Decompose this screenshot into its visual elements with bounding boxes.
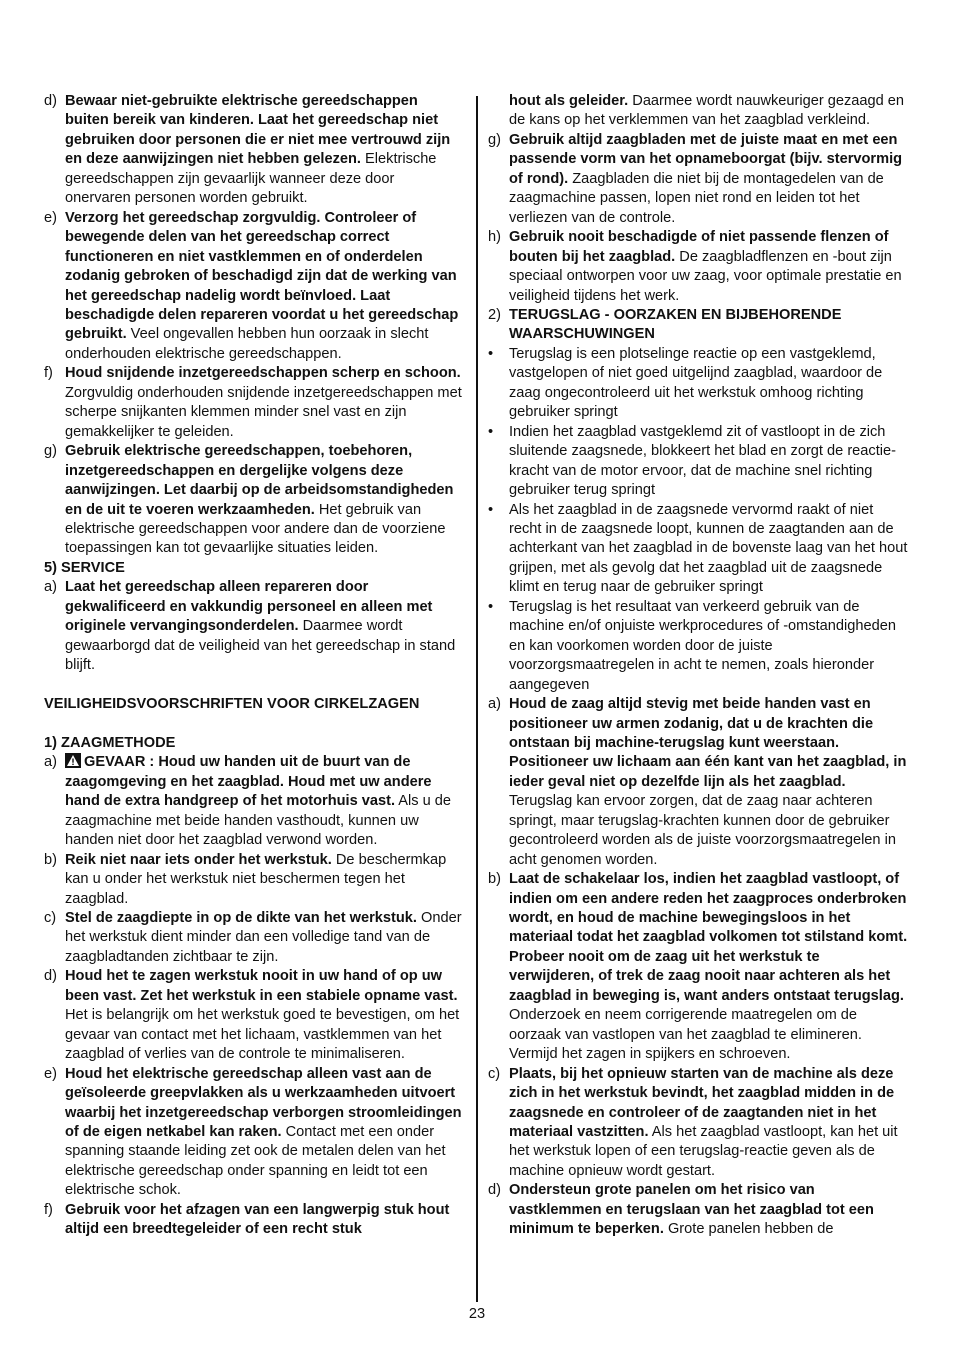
item-bold-text: Gebruik nooit beschadigde of niet passende flenzen of bouten bij het zaagblad. [509,229,889,265]
item-body-text: De zaagbladflenzen en -bout zijn speciaal ontworpen voor uw zaag, voor optimale prestatie en veiligheid tijdens het werk. [509,248,902,304]
list-item [488,501,908,598]
item-body-text: Het gebruik van elektrische gereedschappen voor andere dan de voorziene toepassingen kan tot gevaarlijke situaties leiden. [65,501,446,557]
list-item [44,92,464,209]
item-text [65,1065,464,1201]
item-body-text: Zaagbladen die niet bij de montagedelen van de zaagmachine passen, lopen niet rond en leiden tot het verliezen van de controle. [509,170,884,226]
section-heading: 5) SERVICE [44,559,125,576]
item-text [509,306,908,345]
spacer [44,714,464,733]
item-label: e) [44,1065,57,1082]
item-text [65,364,464,442]
item-label: h) [488,229,501,246]
item-text [509,228,908,306]
paragraph-continuation [488,92,908,131]
item-label: d) [44,93,57,109]
item-label: a) [44,579,57,596]
section-heading: 1) ZAAGMETHODE [44,734,176,751]
list-item [44,364,464,442]
item-body-text: Terugslag is een plotselinge reactie op een vastgeklemd, vastgelopen of niet goed uitgelijnd zaagblad, waardoor de zaag ongecontroleerd uit het werkstuk omhoog richting gebruiker springt [509,345,883,421]
item-text [65,578,464,675]
item-body-text: Als u de zaagmachine met beide handen vasthoudt, kunnen uw handen niet door het zaagblad verwond worden. [65,793,452,849]
list-item [488,131,908,228]
list-item [488,598,908,695]
item-label: • [488,423,494,440]
item-label: a) [488,696,501,713]
item-body-text: Indien het zaagblad vastgeklemd zit of vastloopt in de zich sluitende zaagsnede, blokkeert het blad en zorgt de reactie-kracht van de motor ervoor, dat de machine snel richting gebruiker terug springt [509,423,896,499]
item-text [65,209,464,365]
item-label: f) [44,365,53,382]
item-label: d) [488,1182,501,1199]
item-bold-text: Laat de schakelaar los, indien het zaagblad vastloopt, of indien om een andere reden het zaagproces onderbroken wordt, en houd de machine bewegingsloos in het materiaal todat het zaagblad volkomen tot stilstand komt. Probeer nooit om de zaag uit het werkstuk te verwijderen, of trek de zaag nooit naar achteren als het zaagblad in beweging is, want anders ontstaat terugslag. [509,871,908,1004]
item-label: g) [488,131,501,148]
item-bold-text: Houd het te zagen werkstuk nooit in uw hand of op uw been vast. Zet het werkstuk in een stabiele opname vast. [65,968,458,1004]
list-item [44,442,464,559]
item-body-text: De beschermkap kan u onder het werkstuk niet beschermen tegen het zaagblad. [65,851,447,907]
list-item [44,1065,464,1201]
item-body-text: Als het zaagblad vastloopt, kan het uit het werkstuk lopen of een terugslag-reactie geven als de machine opnieuw wordt gestart. [509,1124,898,1179]
item-bold-text: Gebruik altijd zaagbladen met de juiste maat en met een passende vorm van het opnameboorgat (bijv. stervormig of rond). [509,131,903,187]
list-item [44,967,464,1064]
item-label: a) [44,754,57,771]
list-item [44,1201,464,1240]
item-body-text: Veel ongevallen hebben hun oorzaak in slecht onderhouden elektrische gereedschappen. [65,326,429,362]
item-bold-text: Ondersteun grote panelen om het risico van vastklemmen en terugslaan van het zaagblad tot een minimum te beperken. [509,1182,874,1238]
item-text [509,598,908,695]
item-body-text: Contact met een onder spanning staande leiding zet ook de metalen delen van het elektrische gereedschap onder spanning en leidt tot een elektrische schok. [65,1123,446,1199]
section-heading: VEILIGHEIDSVOORSCHRIFTEN VOOR CIRKELZAGEN [44,696,420,713]
list-item [488,345,908,423]
item-body-text: Onder het werkstuk dient minder dan een volledige tand van de zaagbladtanden zichtbaar te zijn. [65,910,462,965]
list-item [488,1065,908,1182]
item-label: c) [488,1065,501,1082]
item-text [509,695,908,870]
item-bold-text: Houd de zaag altijd stevig met beide handen vast en positioneer uw armen zodanig, dat u de krachten die ontstaan bij machine-terugslag kunt weerstaan. Positioneer uw lichaam aan één kant van het zaagblad, in ieder geval niet op dezelfde lijn als het zaagblad. [509,696,907,790]
item-text [65,909,464,967]
spacer [44,676,464,695]
item-bold-text: Gebruik elektrische gereedschappen, toebehoren, inzetgereedschappen en dergelijke volgens deze aanwijzingen. Let daarbij op de arbeidsomstandigheden en de uit te voeren werkzaamheden. [65,443,454,518]
item-label: g) [44,443,57,460]
item-label: • [488,598,494,615]
item-body-text: Terugslag is het resultaat van verkeerd gebruik van de machine en/of onjuiste werkprocedures of -omstandigheden en kan voorkomen worden door de juiste voorzorgsmaatregelen in acht te nemen, zoals hieronder aangegeven [509,598,896,693]
list-item [44,578,464,675]
item-text [509,870,908,1065]
list-item [488,1181,908,1239]
item-bold-text: Verzorg het gereedschap zorgvuldig. Controleer of bewegende delen van het gereedschap correct functioneren en niet vastklemmen en of onderdelen zodanig gebroken of beschadigd zijn dat de werking van het gereedschap nadelig wordt beïnvloed. Laat beschadigde delen repareren voordat u het gereedschap gebruikt. [65,209,459,343]
item-text [65,442,464,559]
item-bold-text: GEVAAR : Houd uw handen uit de buurt van de zaagomgeving en het zaagblad. Houd met uw andere hand de extra handgreep of het motorhuis vast. [65,754,432,810]
item-body-text: Zorgvuldig onderhouden snijdende inzetgereedschappen met scherpe snijkanten klemmen minder snel vast en zijn gemakkelijker te geleiden. [65,384,462,440]
item-label: 2) [488,306,501,323]
item-label: • [488,501,494,518]
item-text [509,1181,908,1239]
item-bold-text: Stel de zaagdiepte in op de dikte van het werkstuk. [65,910,417,926]
list-item [488,228,908,306]
page-number: 23 [468,1306,486,1322]
list-item [488,306,908,345]
column-divider [476,96,478,1302]
item-bold-text: Houd het elektrische gereedschap alleen vast aan de geïsoleerde greepvlakken als u werkzaamheden uitvoert waarbij het inzetgereedschap verborgen stroomleidingen of de eigen netkabel kan raken. [65,1065,462,1140]
list-item [44,851,464,909]
warning-icon [65,753,81,768]
item-bold-text: Gebruik voor het afzagen van een langwerpig stuk hout altijd een breedtegeleider of een recht stuk [65,1201,450,1238]
item-label: • [488,345,494,362]
item-label: b) [44,851,57,868]
item-bold-text: Laat het gereedschap alleen repareren door gekwalificeerd en vakkundig personeel en alleen met originele vervangingsonderdelen. [65,579,433,635]
item-bold-text: Reik niet naar iets onder het werkstuk. [65,851,332,868]
item-bold-text: Houd snijdende inzetgereedschappen scherp en schoon. [65,365,461,382]
item-text [65,92,464,209]
item-label: e) [44,209,57,226]
item-text [509,131,908,228]
item-label: d) [44,968,57,985]
item-text [65,851,464,909]
item-body-text: Terugslag kan ervoor zorgen, dat de zaag naar achteren springt, maar terugslag-krachten kunnen door de gebruiker gecontroleerd worden als de juiste voorzorgsmaatregelen in acht genomen worden. [509,793,896,868]
item-bold-text: Plaats, bij het opnieuw starten van de machine als deze zich in het werkstuk bevindt, het zaagblad midden in de zaagsnede en controleer of de zaagtanden niet in het materiaal vastzitten. [509,1065,895,1141]
item-label: f) [44,1201,53,1218]
item-text [65,753,464,850]
item-text [509,423,908,501]
left-column [44,92,464,1240]
item-body-text: Als het zaagblad in de zaagsnede vervormd raakt of niet recht in de zaagsnede loopt, kunnen de zaagtanden aan de achterkant van het zaagblad in de bovenste laag van het hout grijpen, met als gevolg dat het zaagblad uit de zaagsnede klimt en terug naar de gebruiker springt [509,501,908,596]
item-label: b) [488,871,501,888]
list-item [44,909,464,967]
item-text [65,967,464,1064]
item-bold-text: Bewaar niet-gebruikte elektrische gereedschappen buiten bereik van kinderen. Laat het gereedschap niet gebruiken door personen die er niet mee vertrouwd zijn en deze aanwijzingen niet hebben gelezen. [65,93,451,168]
item-label: c) [44,910,57,926]
list-item [44,753,464,850]
item-text [65,1201,464,1240]
item-body-text: Elektrische gereedschappen zijn gevaarlijk wanneer deze door onervaren personen worden gebruikt. [65,151,437,207]
item-body-text: Grote panelen hebben de [663,1221,834,1238]
item-body-text: Daarmee wordt gewaarborgd dat de veiligheid van het gereedschap in stand blijft. [65,618,456,674]
right-column [488,92,908,1240]
item-body-text: Het is belangrijk om het werkstuk goed te bevestigen, om het gevaar van contact met het lichaam, vastklemmen van het zaagblad of verlies van de controle te minimaliseren. [65,1007,460,1063]
item-text [509,92,908,131]
list-item [488,695,908,870]
list-item [488,423,908,501]
list-item [44,209,464,365]
item-bold-text: hout als geleider. [509,93,629,109]
item-text [509,345,908,423]
item-bold-text: TERUGSLAG - OORZAKEN EN BIJBEHORENDE WAARSCHUWINGEN [509,306,842,343]
item-text [509,501,908,598]
item-body-text: Onderzoek en neem corrigerende maatregelen om de oorzaak van vastlopen van het zaagblad te elimineren. Vermijd het zagen in spijkers en schroeven. [509,1007,862,1063]
item-text [509,1065,908,1182]
item-body-text: Daarmee wordt nauwkeuriger gezaagd en de kans op het verklemmen van het zaagblad verkleind. [509,93,905,129]
list-item [488,870,908,1065]
